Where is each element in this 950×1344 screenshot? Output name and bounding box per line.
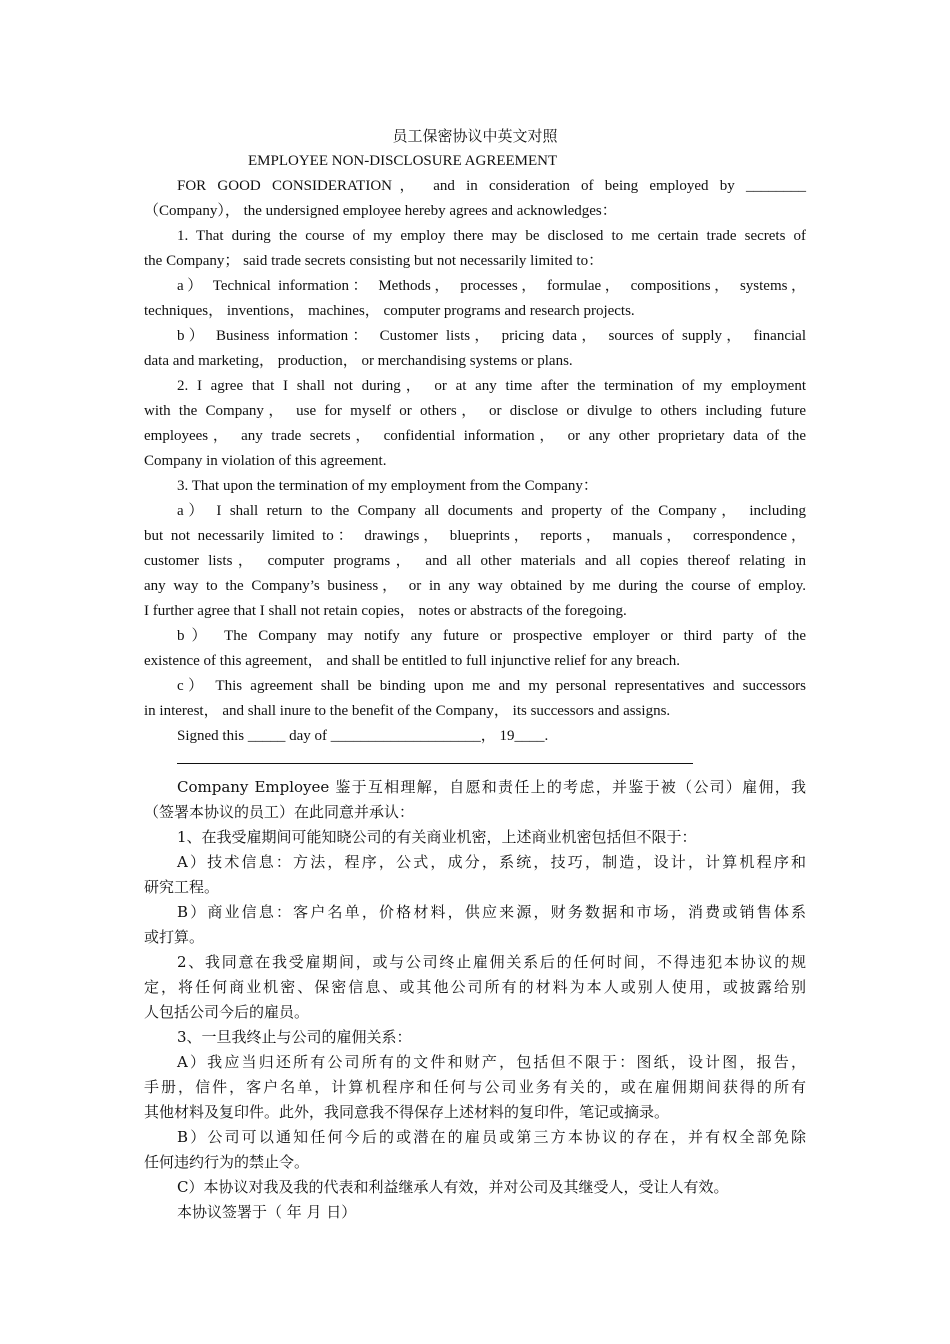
agreement-body bbox=[144, 174, 806, 1225]
text-line: a） I shall return to the Company all documents and property of the Company， including bbox=[177, 503, 806, 519]
text-line: A）技术信息：方法，程序，公式，成分，系统，技巧，制造，设计，计算机程序和 bbox=[177, 853, 806, 871]
text-line: A）我应当归还所有公司所有的文件和财产，包括但不限于：图纸，设计图，报告， bbox=[177, 1053, 806, 1071]
text-line: but not necessarily limited to： drawings， blueprints， reports， manuals， correspondence， bbox=[144, 528, 806, 544]
text-line: 研究工程。 bbox=[144, 878, 220, 896]
text-line: a） Technical information： Methods， processes， formulae， compositions， systems， bbox=[177, 278, 806, 294]
text-line: Signed this _____ day of ____________________， 19____. bbox=[177, 728, 549, 744]
text-line: B）公司可以通知任何今后的或潜在的雇员或第三方本协议的存在，并有权全部免除 bbox=[177, 1128, 806, 1146]
text-line: customer lists， computer programs， and all other materials and all copies thereof relating in bbox=[144, 553, 806, 569]
text-line: 2. I agree that I shall not during， or at any time after the termination of my employment bbox=[177, 378, 806, 394]
text-line: B）商业信息：客户名单，价格材料，供应来源，财务数据和市场，消费或销售体系 bbox=[177, 903, 806, 921]
document-page bbox=[144, 124, 806, 1225]
text-line: （签署本协议的员工）在此同意并承认： bbox=[144, 803, 415, 821]
text-line: any way to the Company’s business， or in any way obtained by me during the course of employ. bbox=[144, 578, 806, 594]
text-line: 任何违约行为的禁止令。 bbox=[144, 1153, 310, 1171]
text-line: in interest， and shall inure to the benefit of the Company， its successors and assigns. bbox=[144, 703, 671, 719]
text-line: 其他材料及复印件。此外，我同意我不得保存上述材料的复印件，笔记或摘录。 bbox=[144, 1103, 670, 1121]
text-line: employees， any trade secrets， confidential information， or any other proprietary data of the bbox=[144, 428, 806, 444]
text-line: c） This agreement shall be binding upon me and my personal representatives and successors bbox=[177, 678, 806, 694]
text-line: existence of this agreement， and shall be entitled to full injunctive relief for any breach. bbox=[144, 653, 681, 669]
signature-line bbox=[177, 749, 693, 764]
text-line: （Company）， the undersigned employee hereby agrees and acknowledges： bbox=[144, 203, 617, 219]
title-chinese: 员工保密协议中英文对照 bbox=[392, 127, 558, 145]
text-line: Company Employee 鉴于互相理解，自愿和责任上的考虑，并鉴于被（公司）雇佣，我 bbox=[177, 778, 806, 796]
text-line: 手册，信件，客户名单，计算机程序和任何与公司业务有关的，或在雇佣期间获得的所有 bbox=[144, 1078, 806, 1096]
text-line: b） The Company may notify any future or prospective employer or third party of the bbox=[177, 628, 806, 644]
text-line: C）本协议对我及我的代表和利益继承人有效，并对公司及其继受人，受让人有效。 bbox=[177, 1178, 729, 1196]
text-line: 人包括公司今后的雇员。 bbox=[144, 1003, 310, 1021]
text-line: 定，将任何商业机密、保密信息、或其他公司所有的材料为本人或别人使用，或披露给别 bbox=[144, 978, 806, 996]
text-line: 3、一旦我终止与公司的雇佣关系： bbox=[177, 1028, 412, 1046]
text-line: 2、我同意在我受雇期间，或与公司终止雇佣关系后的任何时间，不得违犯本协议的规 bbox=[177, 953, 806, 971]
text-line: I further agree that I shall not retain copies， notes or abstracts of the foregoing. bbox=[144, 603, 627, 619]
text-line: techniques， inventions， machines， computer programs and research projects. bbox=[144, 303, 635, 319]
text-line: 1. That during the course of my employ there may be disclosed to me certain trade secrets of bbox=[177, 228, 806, 244]
text-line: the Company； said trade secrets consisting but not necessarily limited to： bbox=[144, 253, 604, 269]
text-line: b） Business information： Customer lists， pricing data， sources of supply， financial bbox=[177, 328, 806, 344]
text-line: 或打算。 bbox=[144, 928, 205, 946]
text-line: with the Company， use for myself or others， or disclose or divulge to others including future bbox=[144, 403, 806, 419]
text-line: Company in violation of this agreement. bbox=[144, 453, 387, 469]
text-line: 1、在我受雇期间可能知晓公司的有关商业机密，上述商业机密包括但不限于： bbox=[177, 828, 697, 846]
text-line: 3. That upon the termination of my employment from the Company： bbox=[177, 478, 598, 494]
text-line: data and marketing， production， or merchandising systems or plans. bbox=[144, 353, 573, 369]
text-line: 本协议签署于（ 年 月 日） bbox=[177, 1203, 357, 1221]
text-line: FOR GOOD CONSIDERATION， and in consideration of being employed by ________ bbox=[177, 178, 806, 194]
title-english: EMPLOYEE NON-DISCLOSURE AGREEMENT bbox=[248, 153, 558, 169]
